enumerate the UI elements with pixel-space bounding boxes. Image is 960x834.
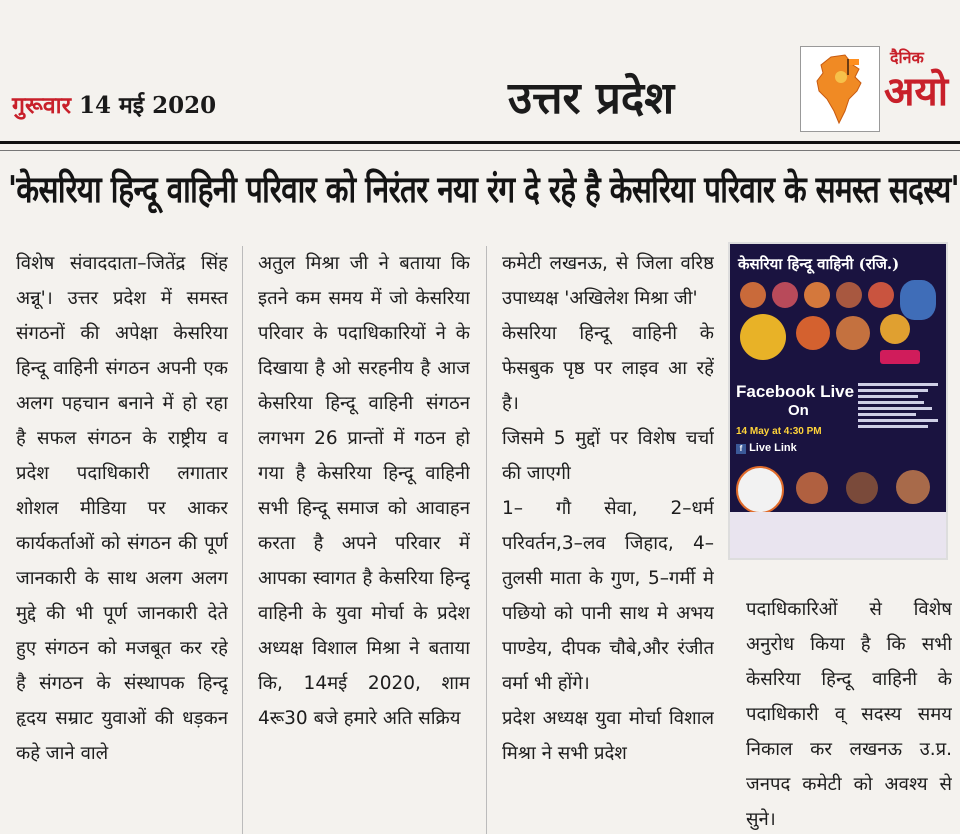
paragraph: प्रदेश अध्यक्ष युवा मोर्चा विशाल मिश्रा ने सभी प्रदेश [502, 708, 714, 764]
speaker-photo [796, 316, 830, 350]
speaker-photo [736, 466, 784, 514]
speaker-photo [846, 472, 878, 504]
article-column-3 [502, 246, 714, 834]
masthead-rule [0, 141, 960, 144]
poster-speaker-credits [730, 512, 946, 558]
topics-tag [880, 350, 920, 364]
paragraph: जिसमे 5 मुद्दों पर विशेष चर्चा की जाएगी [502, 428, 714, 484]
paragraph: पदाधिकारिओं से विशेष अनुरोध किया है कि सभी केसरिया हिन्दू वाहिनी के पदाधिकारी व् सदस्य समय निकाल कर लखनऊ उ.प्र. जनपद कमेटी को अवश्य से सुने। [746, 599, 952, 830]
speaker-photo [880, 314, 910, 344]
issue-date-value: 14 मई 2020 [79, 92, 217, 119]
poster-topics-list [858, 380, 942, 431]
masthead [0, 0, 960, 140]
speaker-photo [740, 282, 766, 308]
speaker-photo [836, 282, 862, 308]
paragraph: अतुल मिश्रा जी ने बताया कि इतने कम समय में जो केसरिया परिवार के पदाधिकारियों ने के दिखाया है ओ सरहनीय है आज केसरिया हिन्दू वाहिनी संगठन लगभग 26 प्रान्तों में गठन हो गया है केसरिया हिन्दू वाहिनी सभी हिन्दू समाज को आवाहन करता है अपने परिवार में आपका स्वागत है केसरिया हिन्दू वाहिनी के युवा मोर्चा के प्रदेश अध्यक्ष विशाल मिश्रा ने बताया कि, 14मई 2020, शाम 4रू30 बजे हमारे अति सक्रिय [258, 253, 470, 729]
poster-facebook-live: Facebook Live [736, 382, 855, 401]
speaker-photo [868, 282, 894, 308]
article-column-2 [258, 246, 470, 834]
speaker-photo [836, 316, 870, 350]
section-title: उत्तर प्रदेश [508, 73, 675, 124]
brand-prefix: दैनिक [890, 48, 924, 67]
speaker-photo [772, 282, 798, 308]
poster-datetime: 14 May at 4:30 PM [736, 426, 822, 437]
speaker-photo [804, 282, 830, 308]
india-map-icon [801, 47, 879, 131]
brand-name: अयो [884, 68, 949, 115]
issue-day: गुरूवार [12, 92, 71, 119]
paragraph: केसरिया हिन्दू वाहिनी के फेसबुक पृष्ठ पर लाइव आ रहें है। [502, 323, 714, 414]
speaker-photo [796, 472, 828, 504]
emblem-icon [740, 314, 786, 360]
column-divider [242, 246, 243, 834]
article-column-1 [16, 246, 228, 834]
column-divider [486, 246, 487, 834]
poster-on: On [788, 402, 809, 419]
speaker-photo [896, 470, 930, 504]
article-column-4 [746, 592, 952, 834]
paragraph: कमेटी लखनऊ, से जिला वरिष्ठ उपाध्यक्ष 'अखिलेश मिश्रा जी' [502, 253, 714, 309]
masthead-rule-thin [0, 150, 960, 151]
issue-date [12, 88, 216, 120]
facebook-icon: f [736, 444, 746, 454]
paragraph: 1– गौ सेवा, 2–धर्म परिवर्तन,3–लव जिहाद, 4– तुलसी माता के गुण, 5–गर्मी मे पछियो को पानी साथ मे अभय पाण्डेय, दीपक चौबे,और रंजीत वर्मा भी होंगे। [502, 498, 714, 694]
article-headline: 'केसरिया हिन्दू वाहिनी परिवार को निरंतर नया रंग दे रहे है केसरिया परिवार के समस्त सदस्य' [8, 167, 960, 211]
poster-title: केसरिया हिन्दू वाहिनी (रजि.) [738, 255, 900, 273]
paragraph: विशेष संवाददाता–जितेंद्र सिंह अन्नू'। उत्तर प्रदेश में समस्त संगठनों की अपेक्षा केसरिया हिन्दू वाहिनी संगठन अपनी एक अलग पहचान बनाने में हो रहा है सफल संगठन के राष्ट्रीय व प्रदेश पदाधिकारी लगातार शोशल मीडिया पर आकर कार्यकर्ताओं को संगठन की पूर्ण जानकारी के साथ अलग अलग मुद्दे की भी पूर्ण जानकारी देते हुए संगठन को मजबूत कर रहे है संगठन के संस्थापक हिन्दू हृदय सम्राट युवाओं की धड़कन कहे जाने वाले [16, 253, 228, 764]
event-poster [728, 242, 948, 560]
newspaper-logo [800, 46, 880, 132]
poster-live-link [736, 442, 797, 454]
live-link-label: Live Link [749, 442, 797, 454]
deity-image [900, 280, 936, 320]
